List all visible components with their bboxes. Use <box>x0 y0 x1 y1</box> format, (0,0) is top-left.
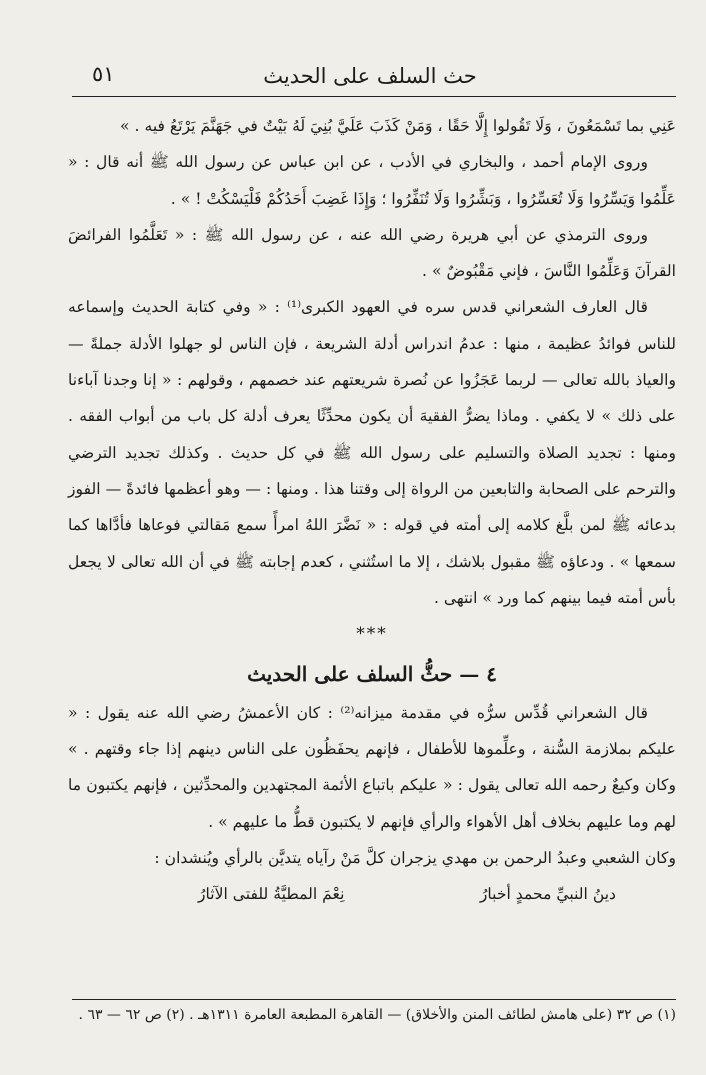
paragraph-section-intro: قال الشعراني قُدِّس سرُّه في مقدمة ميزانه⁽²⁾ : كان الأعمشُ رضي الله عنه يقول : « عليكم بملازمة السُّنة ، وعلِّموها للأطفال ، فإنهم يحفَظُون على الناس دينهم إذا جاء وقتهم . » وكان وكيعٌ رحمه الله تعالى يقول : « عليكم باتباع الأئمة المجتهدين والمحدِّثين ، فإنهم يكتبون ما لهم وما عليهم بخلاف أهل الأهواء والرأي فإنهم لا يكتبون قطُّ ما عليهم » . <box>68 703 676 831</box>
header-divider <box>72 96 676 97</box>
paragraph-shaarani-quote: قال العارف الشعراني قدس سره في العهود الكبرى⁽¹⁾ : « وفي كتابة الحديث وإسماعه للناس فوائدُ عظيمة ، منها : عدمُ اندراس أدلة الشريعة ، فإن الناس لو جهلوا الأدلة جملةً — والعياذ بالله تعالى — لربما عَجَزُوا عن نُصرة شريعتهم عند خصمهم ، وقولهم : « إنا وجدنا آباءنا على ذلك » لا يكفي . وماذا يضرُّ الفقيهَ أن يكون محدِّثًا يعرف أدلة كل باب من أبواب الفقه . ومنها : تجديد الصلاة والتسليم على رسول الله ﷺ في كل حديث . وكذلك تجديد الترضي والترحم على الصحابة والتابعين من الرواة إلى وقتنا هذا . ومنها : — وهو أعظمها فائدةً — الفوز بدعائه ﷺ لمن بلَّغ كلامه إلى أمته في قوله : « نَضَّرَ اللهُ امرأً سمع مَقالتي فوعاها فأدَّاها كما سمعها » . ودعاؤه ﷺ مقبول بلاشك ، إلا ما استُثني ، كعدم إجابته ﷺ في أن الله تعالى لا يجعل بأس أمته فيما بينهم كما ورد » انتهى . <box>68 298 676 607</box>
paragraph-hadith-tirmidhi: وروى الترمذي عن أبي هريرة رضي الله عنه ، عن رسول الله ﷺ : « تَعَلَّمُوا الفرائضَ القرآنَ وَعَلِّمُوا النَّاسَ ، فإني مَقْبُوضٌ » . <box>68 225 676 281</box>
section-heading: ٤ — حثُّ السلف على الحديث <box>247 662 497 687</box>
section-separator-stars: *** <box>356 624 388 645</box>
poetry-verse <box>68 876 676 912</box>
verse-hemistich-right: دينُ النبيِّ محمدٍ أخبارُ <box>479 885 616 904</box>
running-title: حث السلف على الحديث <box>263 64 477 88</box>
verse-hemistich-left: نِعْمَ المطيَّةُ للفتى الآثارُ <box>198 885 345 904</box>
paragraph-shabi: وكان الشعبي وعبدُ الرحمن بن مهدي يزجران كلَّ مَنْ رآياه يتديَّن بالرأي ويُنشدان : <box>154 848 676 867</box>
main-text <box>68 108 676 913</box>
running-header <box>70 58 670 94</box>
footnote-divider <box>72 999 676 1000</box>
paragraph-continuation: عَنِي بما تَسْمَعُونَ ، وَلَا تَقُولوا إِلَّا حَقًا ، وَمَنْ كَذَبَ عَلَيَّ بُنِيَ لَهُ بَيْتٌ في جَهَنَّمَ يَرْتَعُ فيه . » <box>120 117 676 135</box>
footnotes: (١) ص ٣٢ (على هامش لطائف المنن والأخلاق) — القاهرة المطبعة العامرة ١٣١١هـ . (٢) ص ٦٢ — ٦٣ . <box>78 1007 676 1023</box>
page-number: ٥١ <box>92 62 115 86</box>
paragraph-hadith-ahmad: وروى الإمام أحمد ، والبخاري في الأدب ، عن ابن عباس عن رسول الله ﷺ أنه قال : « عَلِّمُوا وَيَسِّرُوا وَلَا تُعَسِّرُوا ، وَبَشِّرُوا وَلَا تُنَفِّرُوا ؛ وَإِذَا غَضِبَ أَحَدُكُمْ فَلْيَسْكُتْ ! » . <box>68 153 676 208</box>
